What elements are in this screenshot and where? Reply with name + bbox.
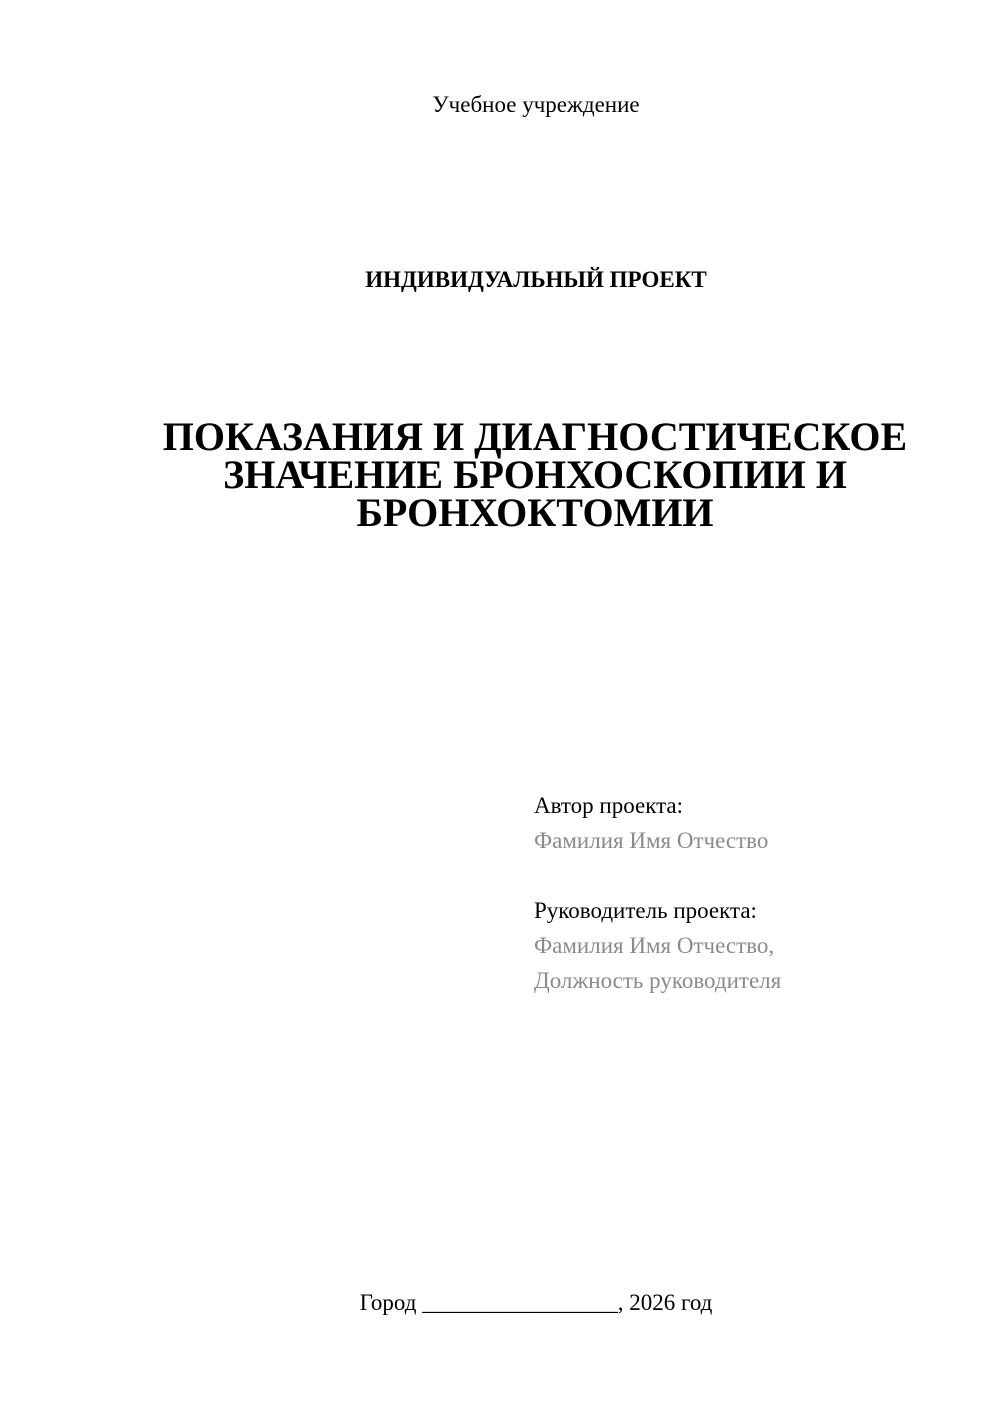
institution-name: Учебное учреждение — [432, 92, 640, 117]
document-type: ИНДИВИДУАЛЬНЫЙ ПРОЕКТ — [365, 267, 707, 292]
title-line: ЗНАЧЕНИЕ БРОНХОСКОПИИ И — [223, 452, 847, 497]
supervisor-block — [534, 893, 974, 998]
project-title — [150, 414, 920, 535]
author-name: Фамилия Имя Отчество — [534, 828, 769, 853]
author-block — [534, 788, 974, 858]
title-line: БРОНХОКТОМИИ — [356, 490, 714, 535]
title-line: ПОКАЗАНИЯ И ДИАГНОСТИЧЕСКОЕ — [162, 414, 908, 459]
city-year-footer: Город _________________, 2026 год — [359, 1290, 713, 1315]
supervisor-name: Фамилия Имя Отчество, — [534, 933, 775, 958]
supervisor-position: Должность руководителя — [534, 968, 782, 993]
supervisor-label: Руководитель проекта: — [534, 898, 757, 923]
author-label: Автор проекта: — [534, 793, 683, 818]
